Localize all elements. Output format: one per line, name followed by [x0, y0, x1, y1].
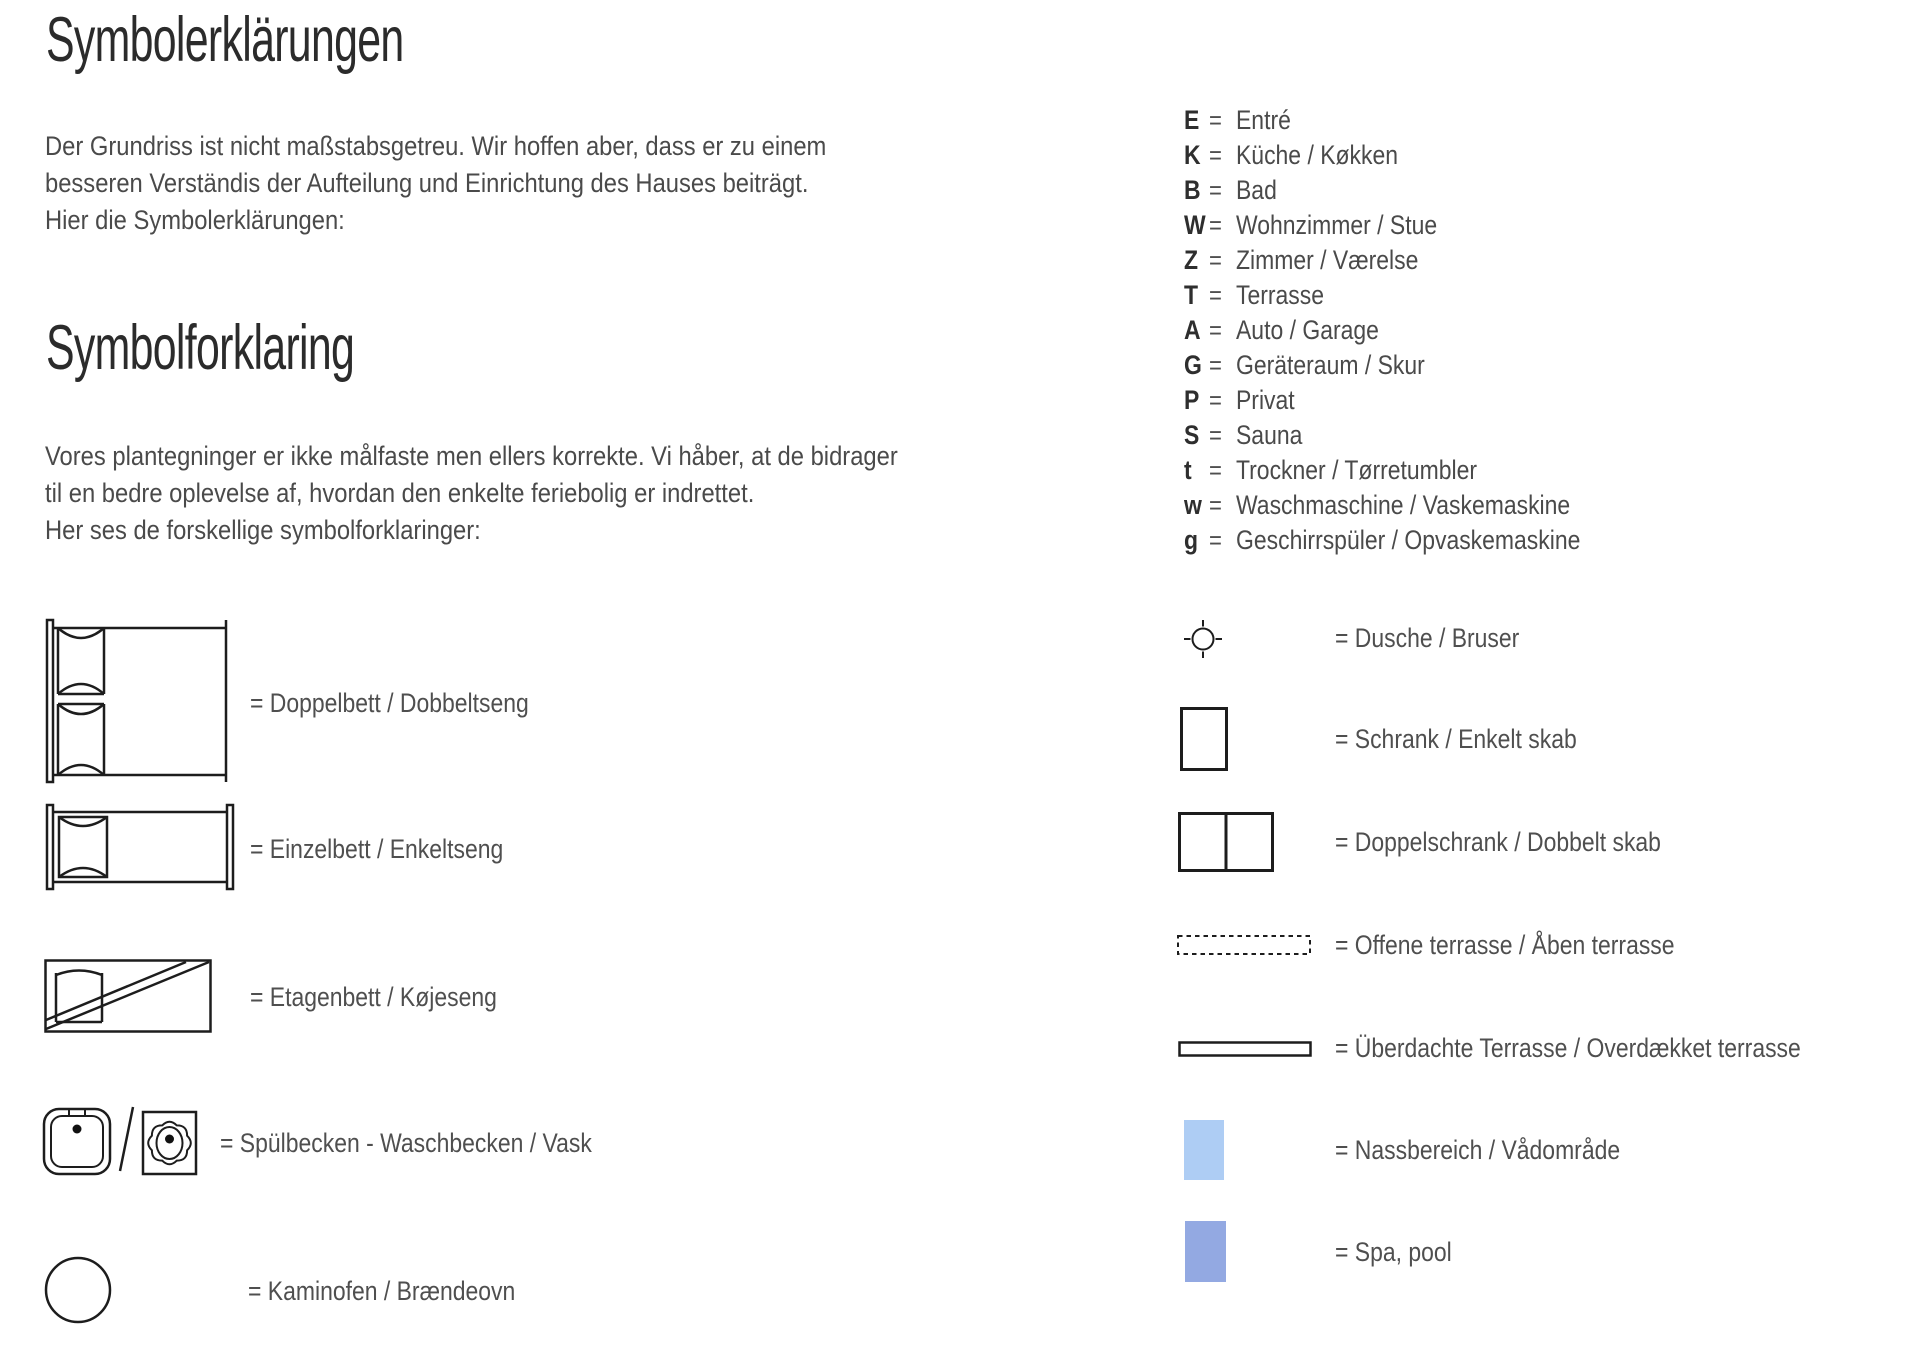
intro-danish-line: Vores plantegninger er ikke målfaste men ellers korrekte. Vi håber, at de bidrager — [45, 441, 898, 471]
abbreviation-row — [1184, 488, 1641, 523]
intro-danish-line: Her ses de forskellige symbolforklaringer: — [45, 515, 481, 545]
abbreviation-key: S — [1184, 420, 1200, 450]
page-title-danish: Symbolforklaring — [46, 313, 355, 383]
intro-german-line: Hier die Symbolerklärungen: — [45, 205, 345, 235]
equals-sign: = — [1209, 315, 1222, 345]
equals-sign: = — [1209, 525, 1222, 555]
intro-german — [45, 128, 826, 239]
intro-german-line: Der Grundriss ist nicht maßstabsgetreu. Wir hoffen aber, dass er zu einem — [45, 131, 827, 161]
wet-area-swatch — [1184, 1120, 1224, 1180]
covered-terrace-icon — [1178, 1041, 1312, 1057]
abbreviation-label: Bad — [1236, 175, 1277, 205]
abbreviation-label: Sauna — [1236, 420, 1303, 450]
abbreviation-list — [1184, 103, 1641, 558]
abbreviation-label: Terrasse — [1236, 280, 1325, 310]
double-wardrobe-icon — [1178, 812, 1274, 872]
equals-sign: = — [1209, 490, 1222, 520]
single-wardrobe-icon — [1180, 707, 1228, 771]
abbreviation-key: t — [1184, 455, 1192, 485]
intro-danish-line: til en bedre oplevelse af, hvordan den enkelte feriebolig er indrettet. — [45, 478, 755, 508]
abbreviation-label: Zimmer / Værelse — [1236, 245, 1419, 275]
wood-stove-icon — [42, 1254, 114, 1326]
abbreviation-key: G — [1184, 350, 1202, 380]
abbreviation-key: B — [1184, 175, 1201, 205]
equals-sign: = — [1209, 350, 1222, 380]
legend-label: = Offene terrasse / Åben terrasse — [1335, 930, 1675, 960]
equals-sign: = — [1209, 280, 1222, 310]
shower-icon — [1182, 618, 1224, 660]
open-terrace-icon — [1177, 935, 1311, 955]
equals-sign: = — [1209, 210, 1222, 240]
abbreviation-label: Geschirrspüler / Opvaskemaskine — [1236, 525, 1581, 555]
abbreviation-key: K — [1184, 140, 1201, 170]
legend-label: = Doppelbett / Dobbeltseng — [250, 688, 529, 718]
abbreviation-row — [1184, 348, 1641, 383]
legend-label: = Spa, pool — [1335, 1237, 1452, 1267]
abbreviation-label: Wohnzimmer / Stue — [1236, 210, 1438, 240]
abbreviation-key: w — [1184, 490, 1202, 520]
abbreviation-row — [1184, 173, 1641, 208]
abbreviation-key: P — [1184, 385, 1200, 415]
abbreviation-key: E — [1184, 105, 1200, 135]
abbreviation-key: g — [1184, 525, 1199, 555]
spa-pool-swatch — [1185, 1221, 1226, 1282]
abbreviation-row — [1184, 418, 1641, 453]
legend-label: = Überdachte Terrasse / Overdækket terrasse — [1335, 1033, 1801, 1063]
abbreviation-label: Trockner / Tørretumbler — [1236, 455, 1478, 485]
bunk-bed-icon — [44, 959, 212, 1033]
abbreviation-key: A — [1184, 315, 1201, 345]
abbreviation-key: Z — [1184, 245, 1199, 275]
abbreviation-row — [1184, 243, 1641, 278]
abbreviation-label: Waschmaschine / Vaskemaskine — [1236, 490, 1571, 520]
legend-label: = Einzelbett / Enkeltseng — [250, 834, 504, 864]
double-bed-icon — [44, 618, 234, 784]
legend-label: = Schrank / Enkelt skab — [1335, 724, 1577, 754]
equals-sign: = — [1209, 455, 1222, 485]
abbreviation-label: Privat — [1236, 385, 1295, 415]
legend-label: = Dusche / Bruser — [1335, 623, 1520, 653]
abbreviation-label: Auto / Garage — [1236, 315, 1379, 345]
intro-german-line: besseren Verständis der Aufteilung und Einrichtung des Hauses beiträgt. — [45, 168, 809, 198]
abbreviation-row — [1184, 523, 1641, 558]
abbreviation-label: Küche / Køkken — [1236, 140, 1399, 170]
legend-label: = Doppelschrank / Dobbelt skab — [1335, 827, 1661, 857]
abbreviation-label: Geräteraum / Skur — [1236, 350, 1425, 380]
legend-label: = Spülbecken - Waschbecken / Vask — [220, 1128, 592, 1158]
page-title-german: Symbolerklärungen — [46, 5, 404, 75]
abbreviation-row — [1184, 103, 1641, 138]
equals-sign: = — [1209, 105, 1222, 135]
abbreviation-row — [1184, 313, 1641, 348]
abbreviation-row — [1184, 278, 1641, 313]
abbreviation-row — [1184, 383, 1641, 418]
equals-sign: = — [1209, 175, 1222, 205]
abbreviation-row — [1184, 453, 1641, 488]
abbreviation-key: T — [1184, 280, 1199, 310]
abbreviation-row — [1184, 208, 1641, 243]
equals-sign: = — [1209, 245, 1222, 275]
equals-sign: = — [1209, 385, 1222, 415]
intro-danish — [45, 438, 898, 549]
single-bed-icon — [44, 803, 236, 891]
sink-washbasin-icon — [42, 1102, 202, 1178]
abbreviation-label: Entré — [1236, 105, 1291, 135]
equals-sign: = — [1209, 140, 1222, 170]
legend-label: = Nassbereich / Vådområde — [1335, 1135, 1621, 1165]
equals-sign: = — [1209, 420, 1222, 450]
legend-label: = Etagenbett / Køjeseng — [250, 982, 497, 1012]
abbreviation-row — [1184, 138, 1641, 173]
legend-label: = Kaminofen / Brændeovn — [248, 1276, 516, 1306]
abbreviation-key: W — [1184, 210, 1206, 240]
